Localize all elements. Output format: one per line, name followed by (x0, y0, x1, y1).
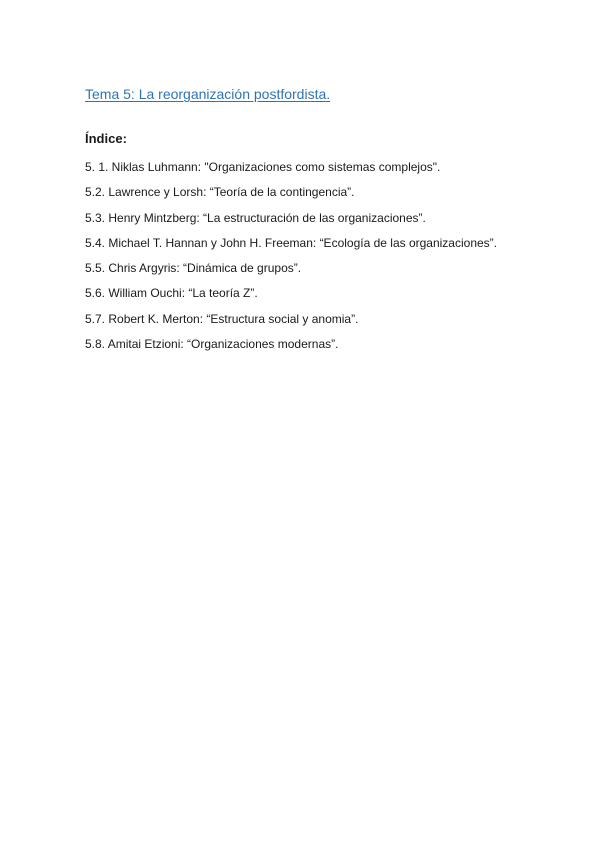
table-of-contents (85, 155, 497, 357)
index-heading: Índice: (85, 131, 127, 146)
toc-item-5-8: 5.8. Amitai Etzioni: “Organizaciones modernas”. (85, 337, 339, 352)
document-title[interactable]: Tema 5: La reorganización postfordista. (85, 86, 331, 102)
toc-item-5-2: 5.2. Lawrence y Lorsh: “Teoría de la contingencia”. (85, 185, 355, 200)
toc-item-5-4: 5.4. Michael T. Hannan y John H. Freeman: “Ecología de las organizaciones”. (85, 235, 497, 250)
toc-item-5-1: 5. 1. Niklas Luhmann: "Organizaciones como sistemas complejos". (85, 160, 441, 174)
toc-item-5-5: 5.5. Chris Argyris: “Dinámica de grupos”. (85, 261, 302, 276)
toc-item-5-3: 5.3. Henry Mintzberg: “La estructuración de las organizaciones”. (85, 210, 426, 225)
toc-item-5-6: 5.6. William Ouchi: “La teoría Z”. (85, 286, 258, 301)
toc-item-5-7: 5.7. Robert K. Merton: “Estructura social y anomia”. (85, 311, 359, 326)
